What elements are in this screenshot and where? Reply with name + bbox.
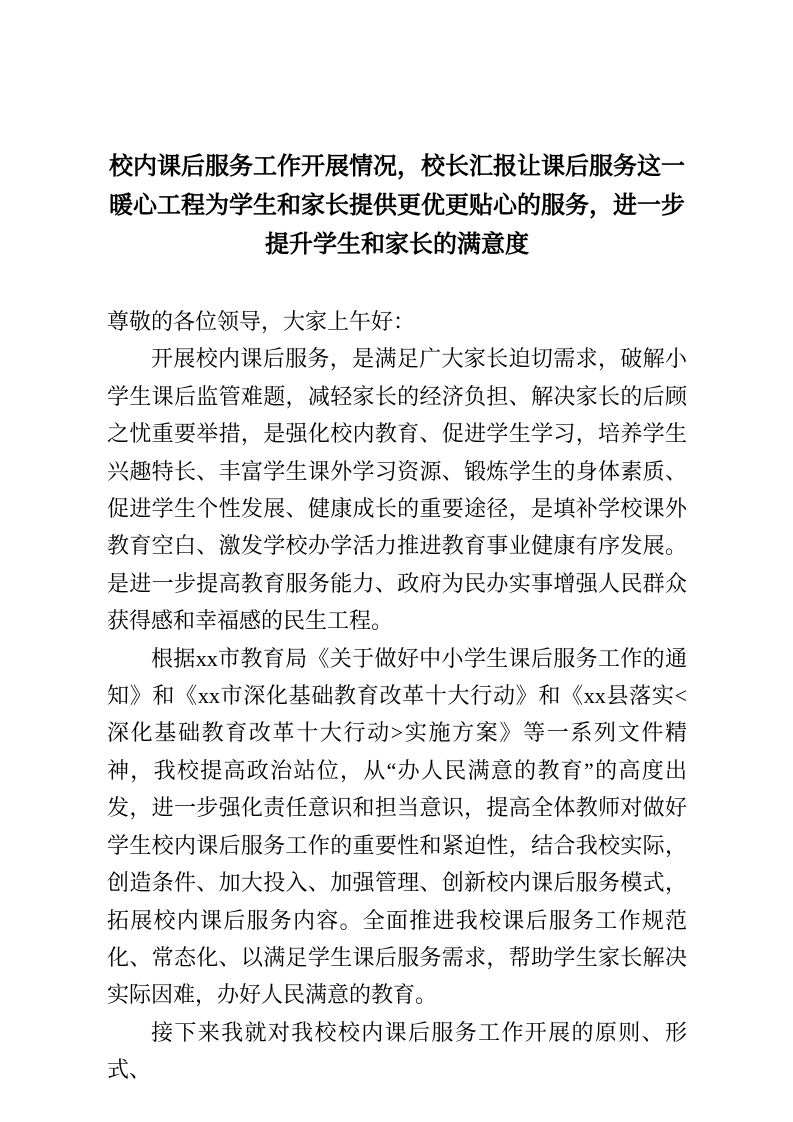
- paragraph: 根据xx市教育局《关于做好中小学生课后服务工作的通知》和《xx市深化基础教育改革十大行动》和《xx县落实<深化基础教育改革十大行动>实施方案》等一系列文件精神，我校提高政治站位，从“办人民满意的教育”的高度出发，进一步强化责任意识和担当意识，提高全体教师对做好学生校内课后服务工作的重要性和紧迫性，结合我校实际，创造条件、加大投入、加强管理、创新校内课后服务模式，拓展校内课后服务内容。全面推进我校课后服务工作规范化、常态化、以满足学生课后服务需求，帮助学生家长解决实际因难，办好人民满意的教育。: [107, 645, 687, 1008]
- paragraph: 开展校内课后服务，是满足广大家长迫切需求，破解小学生课后监管难题，减轻家长的经济负担、解决家长的后顾之忧重要举措，是强化校内教育、促进学生学习，培养学生兴趣特长、丰富学生课外学习资源、锻炼学生的身体素质、促进学生个性发展、健康成长的重要途径，是填补学校课外教育空白、激发学校办学活力推进教育事业健康有序发展。是进一步提高教育服务能力、政府为民办实事增强人民群众获得感和幸福感的民生工程。: [107, 346, 687, 634]
- paragraph: 接下来我就对我校校内课后服务工作开展的原则、形式、: [107, 1019, 687, 1083]
- paragraph: 尊敬的各位领导，大家上午好：: [107, 309, 416, 334]
- document-content: [107, 148, 687, 1089]
- document-body: [107, 303, 687, 1089]
- document-title: 校内课后服务工作开展情况，校长汇报让课后服务这一暖心工程为学生和家长提供更优更贴心的服务，进一步提升学生和家长的满意度: [109, 154, 685, 258]
